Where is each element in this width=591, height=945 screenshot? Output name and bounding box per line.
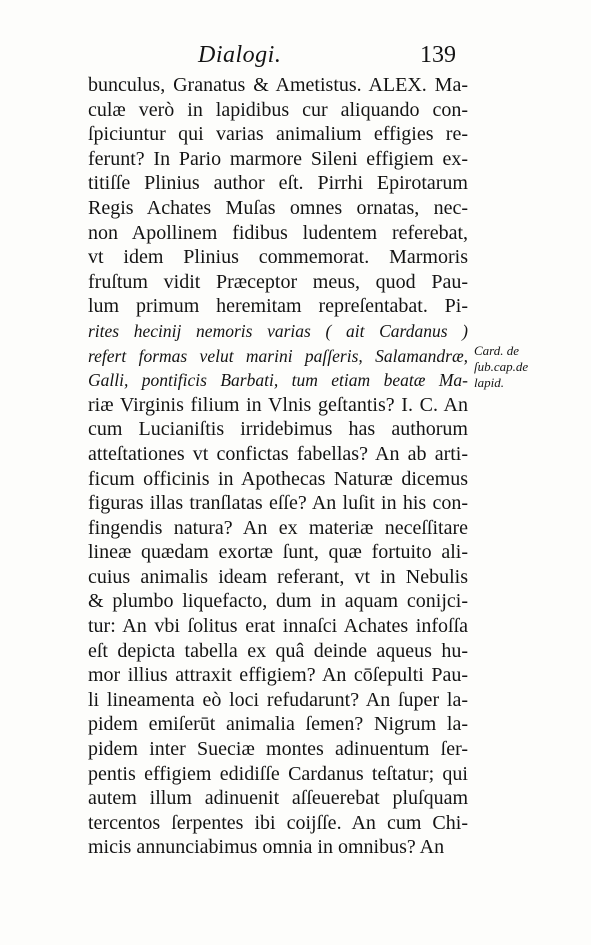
text-line: micis annunciabimus omnia in omnibus? An (88, 836, 445, 859)
running-title: Dialogi. (198, 42, 282, 68)
margin-note-line: Card. de (474, 343, 520, 358)
page-number: 139 (420, 42, 456, 68)
text-line: titiſſe Plinius author eſt. Pirrhi Epirotarum (88, 172, 468, 195)
body-text (88, 73, 468, 860)
text-line: li lineamenta eò loci refudarunt? An ſuper la- (88, 688, 468, 711)
text-line: ſpiciuntur qui varias animalium effigies re- (88, 123, 468, 146)
text-line: fingendis natura? An ex materiæ neceſſitare (88, 516, 468, 539)
text-line: tercentos ſerpentes ibi coijſſe. An cum Chi- (88, 811, 468, 834)
text-line: vt idem Plinius commemorat. Marmoris (88, 246, 468, 269)
text-line: non Apollinem fidibus ludentem referebat, (88, 221, 468, 244)
text-line: tur: An vbi ſolitus erat innaſci Achates infoſſa (88, 615, 468, 638)
margin-note (474, 343, 584, 391)
margin-note-line: lapid. (474, 375, 504, 390)
text-line: culæ verò in lapidibus cur aliquando con- (88, 98, 468, 121)
text-line: cuius animalis ideam referant, vt in Nebulis (88, 565, 468, 588)
text-line: autem illum adinuenit aſſeuerebat pluſquam (88, 787, 468, 810)
text-line: pidem emiſerūt animalia ſemen? Nigrum la- (88, 713, 468, 736)
text-line: bunculus, Granatus & Ametistus. ALEX. Ma- (88, 74, 468, 96)
text-line-italic: rites hecinij nemoris varias ( ait Cardanus ) (88, 320, 468, 341)
text-line-italic: refert formas velut marini paſſeris, Salamandræ, (88, 345, 468, 366)
text-line: mor illius attraxit effigiem? An cōſepulti Pau- (88, 664, 468, 687)
text-line: cum Lucianiſtis irridebimus has authorum (88, 418, 468, 441)
text-line: & plumbo liquefacto, dum in aquam conijci- (88, 590, 468, 613)
margin-note-line: ſub.cap.de (474, 359, 529, 374)
text-line: fruſtum vidit Præceptor meus, quod Pau- (88, 270, 468, 293)
text-line: riæ Virginis filium in Vlnis geſtantis? I. C. An (88, 393, 468, 416)
text-line: lum primum heremitam repreſentabat. Pi- (88, 295, 468, 318)
text-line: atteſtationes vt confictas fabellas? An ab arti- (88, 442, 468, 465)
text-line: lineæ quædam exortæ ſunt, quæ fortuito ali- (88, 541, 468, 564)
text-line: eſt depicta tabella ex quâ deinde aqueus hu- (88, 639, 468, 662)
text-line: pentis effigiem edidiſſe Cardanus teſtatur; qui (88, 762, 468, 785)
text-line: ferunt? In Pario marmore Sileni effigiem ex- (88, 147, 468, 170)
text-line: ficum officinis in Apothecas Naturæ dicemus (88, 467, 468, 490)
text-line: figuras illas tranſlatas eſſe? An luſit in his con- (88, 492, 468, 515)
text-line: pidem inter Sueciæ montes adinuentum ſer- (88, 738, 468, 761)
text-line: Regis Achates Muſas omnes ornatas, nec- (88, 196, 468, 219)
text-line-italic: Galli, pontificis Barbati, tum etiam beatæ Ma- (88, 370, 468, 391)
